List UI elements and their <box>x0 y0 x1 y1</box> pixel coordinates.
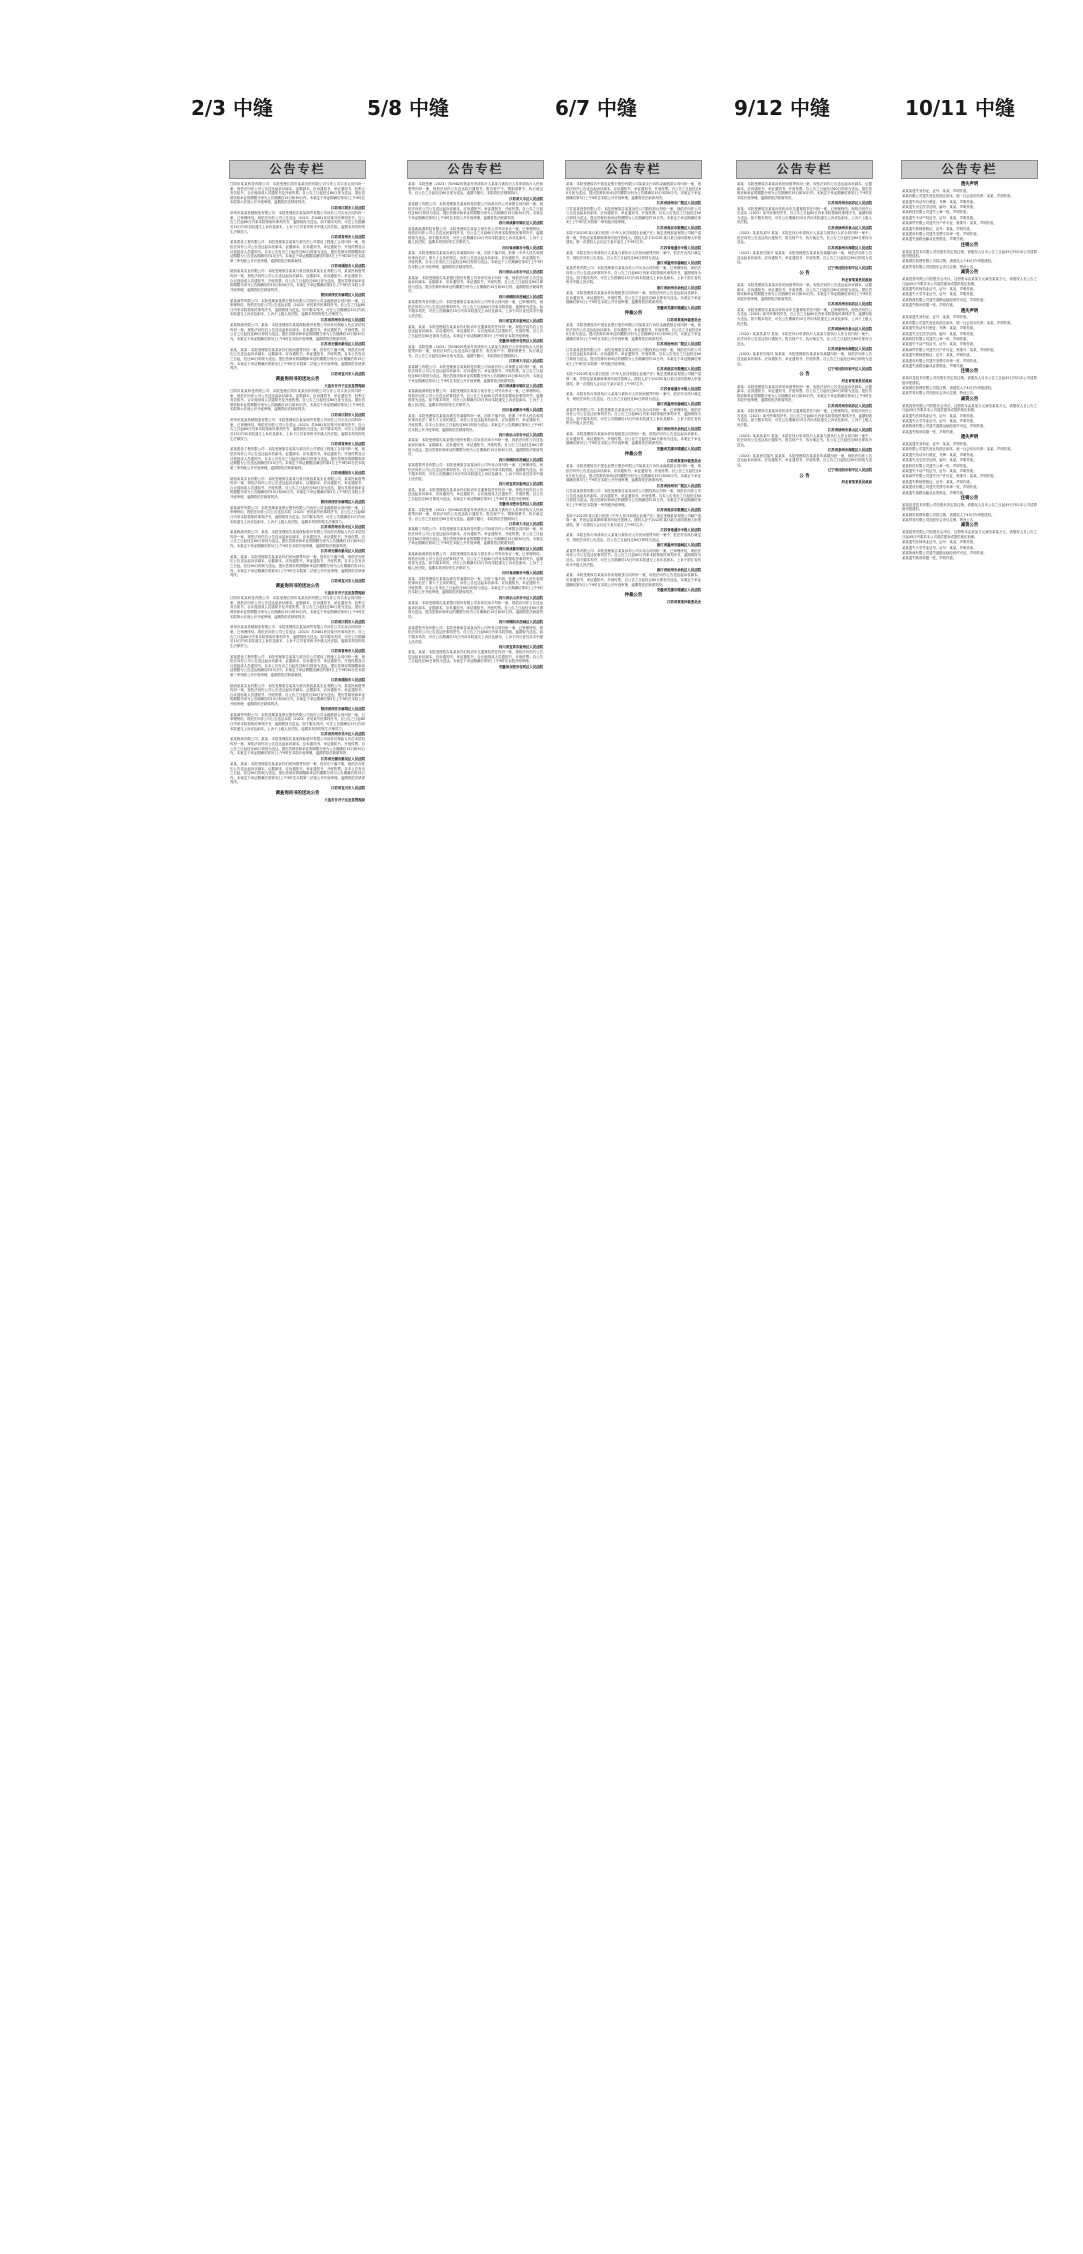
notice-paragraph: 江苏省无锡市新吴区人民法院 <box>320 756 365 761</box>
notice-paragraph: 某某遗失不动产权证书，证号：某某，声明作废。 <box>902 342 977 347</box>
notice-paragraph: 某某建设有限公司遗失发票专用章一枚，声明作废。 <box>902 358 980 363</box>
notice-paragraph: 注销公告 <box>960 495 979 501</box>
notice-paragraph: 某某、某某：本院受理原告某某诉你们机动车交通事故责任纠纷一案，现依法向你们公告送达起诉状副本、应诉通知书、举证通知书、合议庭组成人员通知书、开庭传票。自公告之日起经过60日即视为送达。本案定于举证期满后第3日上午9时在本院开庭审理。 <box>408 650 543 664</box>
notice-paragraph: 某某信息技术有限公司经股东决定拟注销，请债权人自本公告之日起45日内向本公司清算组申报债权。 <box>902 249 1037 259</box>
notice-paragraph: 某某：本院受理原告某某诉你机动车交通事故责任纠纷一案，已审理终结。现依法向你公告送达（2023）某号民事判决书。自公告之日起60日内来本院领取民事判决书，逾期则视为送达。如不服本判决，可在公告期满后15日内向本院递交上诉状及副本，上诉于上级人民法院。 <box>737 206 873 225</box>
notice-paragraph: 某某：本院在执行申请执行人某某与被执行人你民间借贷纠纷一案中，依法作出执行裁定书，现依法向你公告送达。自公告之日起经过60日即视为送达。 <box>566 533 701 543</box>
notice-paragraph: 某某信息技术有限公司经股东决定拟注销，请债权人自本公告之日起45日内向本公司清算组申报债权。 <box>902 502 1037 512</box>
notice-paragraph: 某某某遗失身份证，证号：某某，声明作废。 <box>902 188 970 193</box>
notice-paragraph: 常州市某某机械制造有限公司：本院受理原告某某商贸有限公司诉你公司买卖合同纠纷一案，已审理终结。现依法向你公司公告送达（2023）苏0481民初某号民事判决书，自公告之日起60日内来本院领取民事判决书，逾期则视为送达。如不服本判决，可在公告期满后15日内向本院递交上诉状及副本，上诉于江苏省常州市中级人民法院。逾期本判决即发生法律效力。 <box>230 418 365 441</box>
notice-strip-1 <box>229 160 366 2230</box>
column-title: 5/8 中缝 <box>366 96 450 120</box>
notice-paragraph: 某某遗失机动车行驶证，号牌：某某，声明作废。 <box>902 199 977 204</box>
notice-paragraph: 某某遗失机动车行驶证，号牌：某某，声明作废。 <box>902 452 977 457</box>
notice-paragraph: 江苏省扬州市广陵区人民法院 <box>656 201 701 206</box>
notice-paragraph: 某某遗失大学毕业证书，证号：某某，声明作废。 <box>902 545 977 550</box>
strip-header: 公告专栏 <box>565 160 702 179</box>
notice-paragraph: 某某遗失医师执业证书，证号：某某，声明作废。 <box>902 540 977 545</box>
notice-paragraph: 某某遗失购房收据一张，声明作废。 <box>902 556 957 561</box>
notice-paragraph: 某某餐饮管理有限公司拟注销，请债权人于45日内申报债权。 <box>902 259 995 264</box>
notice-paragraph: 某某贸易有限公司：本院受理原告某某诉你公司买卖合同纠纷一案，已审理终结，现依法向你公司公告送达民事判决书。自公告之日起60日内来本院领取民事判决书，逾期则视为送达。如不服本判决，可在公告期满后15日内向本院递交上诉状及副本，上诉于浙江省杭州市中级人民法院。 <box>566 407 701 426</box>
notice-paragraph: 某某有限公司遗失营业执照正副本，统一社会信用代码：某某，声明作废。 <box>902 320 1014 325</box>
notice-paragraph: 浙江省杭州市余杭区人民法院 <box>656 285 701 290</box>
notice-paragraph: 安徽省芜湖市镜湖区人民法院 <box>656 587 701 592</box>
notice-paragraph: 某某：本院受理原告中国农业银行股份有限公司某某支行诉你金融借款合同纠纷一案，现依法向你公告送达起诉状副本、应诉通知书、举证通知书、开庭传票。自公告之日起经过60日视为送达。提出答辩状和举证的期限分别为公告期满后15日和30日内。本案定于举证期满后第3日上午9时在本院公开开庭审理，逾期将依法缺席判决。 <box>566 464 701 483</box>
notice-paragraph: 某某贸易有限公司经股东会决议注销，特此公告。 <box>902 264 977 269</box>
notice-paragraph: 江苏省泰州市海陵区人民法院 <box>827 448 872 453</box>
notice-paragraph: 江苏省苏州市姑苏区人民法院 <box>827 302 872 307</box>
notice-paragraph: 某某遗失购房收据一张，声明作废。 <box>902 429 957 434</box>
notice-paragraph: （2023）某某民初某号 某某某：本院受理原告某某诉你离婚纠纷一案，现依法向你公告送达起诉状副本、应诉通知书、举证通知书、开庭传票。自公告之日起经过60日即视为送达。 <box>737 453 872 467</box>
notice-paragraph: 某某科技有限公司遗失公章一枚，声明作废。 <box>902 210 970 215</box>
notice-paragraph: 辽宁省沈阳市和平区人民法院 <box>827 468 872 473</box>
notice-paragraph: 某某建设有限公司遗失发票专用章一枚，声明作废。 <box>902 231 980 236</box>
notice-paragraph: 某某、某某：本院受理原告某某诉你们民间借贷纠纷一案，因你们下落不明，现依法向你们公告送达起诉状副本、证据副本、应诉通知书、举证通知书、开庭传票。自本公告发出之日起，经过60日即视为送达。提出答辩状的期限和举证的期限分别为公告期满后的15日内。本案定于举证期满后的第3日上午9时在本院第二法庭公开开庭审理，逾期将依法缺席判决。 <box>230 347 365 371</box>
notice-paragraph: 四川省成都市中级人民法院 <box>502 408 543 413</box>
notice-paragraph: 浙江省杭州市余杭区人民法院 <box>656 426 701 431</box>
notice-paragraph: 某某物流有限公司遗失道路运输经营许可证，声明作废。 <box>902 297 987 302</box>
notice-paragraph: 某某某遗失身份证，证号：某某，声明作废。 <box>902 315 970 320</box>
notice-paragraph: 某某商贸有限公司遗失开户许可证，核准号：某某，声明作废。 <box>902 221 997 226</box>
notice-paragraph: 某某商贸有限公司遗失开户许可证，核准号：某某，声明作废。 <box>902 474 997 479</box>
notice-paragraph: 安徽省芜湖市镜湖区人民法院 <box>656 305 701 310</box>
notice-paragraph: 某某某：本院受理原告某某银行股份有限公司诉你信用卡纠纷一案，现依法向你公告送达起诉状副本、证据副本、应诉通知书、举证通知书、开庭传票。自公告之日起经过60日即视为送达。提出答辩状和举证的期限分别为公告期满后15日和30日内。逾期将依法缺席判决。 <box>408 275 543 294</box>
notice-paragraph: 江苏省宜兴市人民法院 <box>331 785 365 790</box>
notice-paragraph: 某某科技有限公司遗失公章一枚，声明作废。 <box>902 336 970 341</box>
notice-paragraph: 大连市甘井子区应急管理局 <box>324 797 365 802</box>
notice-paragraph: 江苏省大丰区人民法院 <box>509 196 543 201</box>
notice-paragraph: 江苏省溧阳市人民法院 <box>331 471 365 476</box>
notice-paragraph: 陕西某某实业有限公司：本院受理原告某某与被告陕西某某实业有限公司、某某民间借贷纠纷一案，现依法向你公司公告送达起诉状副本、证据副本、应诉通知书、举证通知书、合议庭组成人员通知书、开庭传票。自公告之日起经过60日视为送达，提出答辩状和举证的期限分别为公告期满后的15日和30日内。本案定于举证期满后第3日上午9时在本院公开开庭审理，逾期将依法缺席判决。 <box>230 269 366 292</box>
notice-paragraph: 四川省成都市锦江区人民法院 <box>498 546 543 551</box>
notice-paragraph: 四川省成都市锦江区人民法院 <box>498 383 543 388</box>
notice-paragraph: 某某：本院受理（2023）苏0982执恢某号申请执行人某某与被执行人你申请执行人民间借贷纠纷一案，现依法向你公告送达执行通知书、报告财产令、限制消费令、执行裁定书。自公告之日起经过60日视为送达。逾期不履行，本院将依法强制执行。 <box>408 344 543 358</box>
notice-paragraph: 江苏省某某仲裁委员会 <box>667 458 701 463</box>
notice-paragraph: 某某贸易有限公司经股东会决议注销，特此公告。 <box>902 518 977 523</box>
notice-paragraph: 某某遗失教师资格证，证号：某某，声明作废。 <box>902 479 974 484</box>
notice-paragraph: 某某商贸有限公司：本院受理某某银行股份有限公司诉你公司金融借款合同纠纷一案，已审理终结，现依法向你公司公告送达本院（2023）民初某号民事判决书。自公告之日起60日内来本院领取民事判决书，逾期则视为送达。如不服本判决，可在公告期满后15日内向本院递交上诉状及副本，上诉于上级人民法院，逾期本判决即发生法律效力。 <box>230 712 366 731</box>
notice-paragraph: 某某遗失购房收据一张，声明作废。 <box>902 303 957 308</box>
notice-strip-3 <box>565 160 702 2230</box>
notice-paragraph: 江苏省溧阳市人民法院 <box>331 264 365 269</box>
notice-paragraph: 某某某遗失身份证，证号：某某，声明作废。 <box>902 442 970 447</box>
notice-paragraph: 江苏某某投资有限公司：本院受理原告某某诉你公司股权转让纠纷一案，现依法向你公司公告送达起诉状副本、应诉通知书、举证通知书、开庭传票。自本公告发出之日起经过60日即视为送达。提出答辩状和举证的期限为公告期满后的15日内。本案定于举证期满后第3日上午9时在本院第一审判庭开庭审理。 <box>566 347 701 366</box>
notice-paragraph: 某某、某某：本院受理原告某某诉你们民间借贷纠纷一案，因你们下落不明，现依法向你们公告送达起诉状副本、证据副本、应诉通知书、举证通知书、开庭传票。自本公告发出之日起，经过60日即视为送达。提出答辩状的期限和举证的期限分别为公告期满后的15日内。本案定于举证期满后的第3日上午9时在本院第二法庭公开开庭审理，逾期将依法缺席判决。 <box>230 554 365 578</box>
notice-paragraph: 某某投资有限公司经股东会决议，注册资本由某某万元减至某某万元，请债权人自公告之日起45日内要求本公司清偿债务或提供相应担保。 <box>902 277 1037 286</box>
notice-paragraph: 某某、某某：本院受理原告某某诉你们机动车交通事故责任纠纷一案，现依法向你们公告送达起诉状副本、应诉通知书、举证通知书、合议庭组成人员通知书、开庭传票。自公告之日起经过60日即视为送达。本案定于举证期满后第3日上午9时在本院开庭审理。 <box>408 324 543 338</box>
notice-paragraph: 某某遗失大学毕业证书，证号：某某，声明作废。 <box>902 292 977 297</box>
notice-paragraph: 某某遗失出生医学证明，编号：某某，声明作废。 <box>902 458 977 463</box>
notice-paragraph: 江苏省扬州市广陵区人民法院 <box>656 342 701 347</box>
notice-paragraph: 某某新能源科技有限公司：本院受理原告某某与被告你公司劳动争议一案，已审理终结。现依法向你公司公告送达民事判决书。自公告之日起60日内来本院领取民事判决书，逾期则视为送达。如不服本判决，可在公告期满后15日内向本院递交上诉状及副本，上诉于上级人民法院。逾期本判决即发生法律效力。 <box>408 226 543 245</box>
notice-paragraph: 安徽省合肥市包河区人民法院 <box>498 502 543 507</box>
notice-paragraph: 某某某：本院受理原告某某银行股份有限公司诉你信用卡纠纷一案，现依法向你公告送达起诉状副本、证据副本、应诉通知书、举证通知书、开庭传票。自公告之日起经过60日即视为送达。提出答辩状和举证的期限分别为公告期满后15日和30日内。逾期将依法缺席判决。 <box>408 438 543 457</box>
notice-paragraph: 某某新能源科技有限公司：本院受理原告某某与被告你公司劳动争议一案，已审理终结。现依法向你公司公告送达民事判决书。自公告之日起60日内来本院领取民事判决书，逾期则视为送达。如不服本判决，可在公告期满后15日内向本院递交上诉状及副本，上诉于上级人民法院。逾期本判决即发生法律效力。 <box>408 389 543 408</box>
notice-paragraph: 江苏某某投资有限公司：本院受理原告某某诉你公司股权转让纠纷一案，现依法向你公司公告送达起诉状副本、应诉通知书、举证通知书、开庭传票。自本公告发出之日起经过60日即视为送达。提出答辩状和举证的期限为公告期满后的15日内。本案定于举证期满后第3日上午9时在本院第一审判庭开庭审理。 <box>566 488 701 507</box>
notice-paragraph: 某某遗失机动车行驶证，号牌：某某，声明作废。 <box>902 326 977 331</box>
notice-paragraph: 某某遗失道路运输从业资格证，声明作废。 <box>902 237 967 242</box>
notice-paragraph: 注销公告 <box>960 242 979 248</box>
notice-paragraph: 本院于2023年某月某日依照《中华人民共和国企业破产法》裁定受理某某有限公司破产清算一案，并指定某某律师事务所担任管理人。债权人应于2023年某月某日前向管理人申报债权。第一次债权人会议定于某月某日上午9时召开。 <box>566 231 701 245</box>
notice-paragraph: 四川省绵阳市涪城区人民法院 <box>498 620 543 625</box>
notice-paragraph: 四川省乐山市市中区人民法院 <box>498 270 543 275</box>
notice-paragraph: 江苏省大丰区人民法院 <box>509 522 543 527</box>
notice-paragraph: 某某：本院在执行申请执行人某某与被执行人你民间借贷纠纷一案中，依法作出执行裁定书，现依法向你公告送达。自公告之日起经过60日即视为送达。 <box>566 392 701 401</box>
notice-paragraph: 注销公告 <box>960 369 979 375</box>
notice-paragraph: 江苏省溧阳市人民法院 <box>331 678 365 683</box>
notice-paragraph: 某某：本院受理（2023）苏0982执恢某号申请执行人某某与被执行人你申请执行人民间借贷纠纷一案，现依法向你公告送达执行通知书、报告财产令、限制消费令、执行裁定书。自公告之日起经过60日视为送达。逾期不履行，本院将依法强制执行。 <box>408 507 543 521</box>
notice-paragraph: 某某遗失道路运输从业资格证，声明作废。 <box>902 490 967 495</box>
notice-paragraph: 大连市甘井子区应急管理局 <box>324 590 365 595</box>
notice-paragraph: 某某：本院受理原告某某诉你房屋租赁合同纠纷一案，现依法向你公告送达起诉状副本、应诉通知书、举证通知书、开庭传票。自公告之日起经过60日即视为送达。本案定于举证期满后第3日上午9时在本院公开开庭审理，逾期将依法缺席判决。 <box>566 432 701 446</box>
notice-paragraph: 大连市甘井子区应急管理局 <box>324 383 365 388</box>
notice-paragraph: 陕西某某实业有限公司：本院受理原告某某与被告陕西某某实业有限公司、某某民间借贷纠纷一案，现依法向你公司公告送达起诉状副本、证据副本、应诉通知书、举证通知书、合议庭组成人员通知书、开庭传票。自公告之日起经过60日视为送达，提出答辩状和举证的期限分别为公告期满后的15日和30日内。本案定于举证期满后第3日上午9时在本院公开开庭审理，逾期将依法缺席判决。 <box>230 476 366 499</box>
notice-paragraph: 遗失声明 <box>960 308 979 314</box>
notice-paragraph: 某某遗失大学毕业证书，证号：某某，声明作废。 <box>902 419 977 424</box>
notice-paragraph: 陕西省西安市雁塔区人民法院 <box>320 707 365 712</box>
notice-paragraph: （2023）某某执某号 某某：本院在执行申请执行人某某与被执行人你合同纠纷一案中，依法向你公告送达执行通知书、报告财产令、执行裁定书。自公告之日起经过60日即视为送达。 <box>737 231 872 245</box>
notice-paragraph: 某某建设工程有限公司：本院受理原告某某与被告你公司建设工程施工合同纠纷一案，现依法向你公司公告送达起诉状副本、证据副本、应诉通知书、举证通知书、开庭传票及合议庭组成人员通知书。自本公告发出之日起经过60日即视为送达。提出答辩状的期限和举证期限为公告送达期满后的15日内。本案定于举证期限届满后的第3日上午9时30分在本院第三审判庭公开开庭审理，逾期将依法缺席裁判。 <box>230 240 366 263</box>
notice-paragraph: 本院于2023年某月某日依照《中华人民共和国企业破产法》裁定受理某某有限公司破产清算一案，并指定某某律师事务所担任管理人。债权人应于2023年某月某日前向管理人申报债权。第一次债权人会议定于某月某日上午9时召开。 <box>566 513 701 527</box>
notice-paragraph: 四川省乐山市市中区人民法院 <box>498 433 543 438</box>
notice-paragraph: 江苏省无锡市新吴区人民法院 <box>320 549 365 554</box>
notice-paragraph: 调查询问书的送达公告 <box>275 376 320 382</box>
notice-paragraph: 江苏省宜兴市人民法院 <box>331 371 365 376</box>
notice-paragraph: 某某遗失不动产权证书，证号：某某，声明作废。 <box>902 468 977 473</box>
notice-paragraph: 某某投资有限公司经股东会决议，注册资本由某某万元减至某某万元，请债权人自公告之日起45日内要求本公司清偿债务或提供相应担保。 <box>902 403 1037 413</box>
notice-paragraph: 常州市某某机械制造有限公司：本院受理原告某某商贸有限公司诉你公司买卖合同纠纷一案，已审理终结。现依法向你公司公告送达（2023）苏0481民初某号民事判决书，自公告之日起60日内来本院领取民事判决书，逾期则视为送达。如不服本判决，可在公告期满后15日内向本院递交上诉状及副本，上诉于江苏省常州市中级人民法院。逾期本判决即发生法律效力。 <box>230 211 365 234</box>
notice-paragraph: 某某遗失出生医学证明，编号：某某，声明作废。 <box>902 204 977 209</box>
notice-paragraph: 某某餐饮管理有限公司拟注销，请债权人于45日内申报债权。 <box>902 512 995 517</box>
notice-paragraph: 某某建筑劳务有限公司：本院受理原告某某诉你公司劳务合同纠纷一案，已审理终结，现依法向你公司公告送达民事判决书。自公告之日起60日内来本院领取，逾期视为送达。如不服本判决，可在公告期满后15日内向本院递交上诉状及副本，上诉于四川省宜宾市中级人民法院。 <box>408 300 543 318</box>
notice-paragraph: 浙江省温州市鹿城区人民法院 <box>656 543 701 548</box>
notice-paragraph: 江苏省常州市人民法院 <box>331 234 365 239</box>
notice-paragraph: 公 告 <box>799 473 810 479</box>
notice-paragraph: 某某：本院受理原告某某诉你民间借贷纠纷一案，现依法向你公告送达起诉状副本、证据副本、应诉通知书、举证通知书、开庭传票。自公告之日起经过60日即视为送达。提出答辩状和举证的期限分别为公告期满后15日和30日内。本案定于举证期满后第3日上午9时在本院开庭审理，逾期将依法缺席判决。 <box>737 182 873 200</box>
notice-paragraph: 江苏省南通市中级人民法院 <box>660 386 701 391</box>
notice-paragraph: 某某、某某：本院受理原告某某诉你们民间借贷纠纷一案，因你们下落不明，现依法向你们公告送达起诉状副本、证据副本、应诉通知书、举证通知书、开庭传票。自本公告发出之日起，经过60日即视为送达。提出答辩状的期限和举证的期限分别为公告期满后的15日内。本案定于举证期满后的第3日上午9时在本院第二法庭公开开庭审理，逾期将依法缺席判决。 <box>230 761 365 785</box>
notice-paragraph: 陕西省西安市雁塔区人民法院 <box>320 500 365 505</box>
notice-paragraph: 江苏省苏州市吴中区人民法院 <box>320 731 365 736</box>
notice-paragraph: 某某商贸有限公司遗失开户许可证，核准号：某某，声明作废。 <box>902 347 997 352</box>
notice-paragraph: 江苏省泰州市海陵区人民法院 <box>827 245 872 250</box>
notice-paragraph: 江苏省扬州市广陵区人民法院 <box>656 483 701 488</box>
notice-paragraph: （2023）某某执某号 某某：本院在执行申请执行人某某与被执行人你合同纠纷一案中，依法向你公告送达执行通知书、报告财产令、执行裁定书。自公告之日起经过60日即视为送达。 <box>737 433 872 447</box>
notice-paragraph: 某某遗失医师执业证书，证号：某某，声明作废。 <box>902 413 977 418</box>
notice-paragraph: 江苏省南京市鼓楼区人民法院 <box>656 366 701 371</box>
notice-paragraph: 江苏省某某仲裁委员会 <box>667 600 701 605</box>
notice-paragraph: 某某：本院在执行申请执行人某某与被执行人你民间借贷纠纷一案中，依法作出执行裁定书，现依法向你公告送达。自公告之日起经过60日即视为送达。 <box>566 251 701 260</box>
notice-paragraph: 某某新能源科技有限公司：本院受理原告某某与被告你公司劳动争议一案，已审理终结。现依法向你公司公告送达民事判决书。自公告之日起60日内来本院领取民事判决书，逾期则视为送达。如不服本判决，可在公告期满后15日内向本院递交上诉状及副本，上诉于上级人民法院。逾期本判决即发生法律效力。 <box>408 552 543 570</box>
notice-paragraph: 江阴市某某科技有限公司：本院受理江阴市某某纺织有限公司与你公司买卖合同纠纷一案，现依法向你公司公告送达起诉状副本、证据副本、应诉通知书、举证通知书、权利义务告知书、合议庭组成人员通知书及开庭传票。自公告之日起经过60日视为送达。提出答辩状和举证的期限分别为公告期满后15日和30日内。本案定于举证期满后第3日上午9时在本院第六法庭公开开庭审理，逾期将依法缺席判决。 <box>230 182 366 205</box>
notice-paragraph: （2023）某某民初某号 某某某：本院受理原告某某诉你离婚纠纷一案，现依法向你公告送达起诉状副本、应诉通知书、举证通知书、开庭传票。自公告之日起经过60日即视为送达。 <box>737 352 872 366</box>
column-title: 6/7 中缝 <box>554 96 638 120</box>
notice-paragraph: 四川省成都市中级人民法院 <box>502 571 543 576</box>
notice-paragraph: 某某：本院受理原告某某诉被告你离婚纠纷一案，因你下落不明，依照《中华人民共和国民事诉讼法》第九十五条的规定，向你公告送达起诉状副本、应诉通知书、举证通知书、开庭传票。自本公告发出之日起经过60日即视为送达。本案定于公告期满后第3日上午9时在本院公开开庭审理，逾期将依法缺席判决。 <box>408 576 543 595</box>
notice-strip-4 <box>736 160 873 2230</box>
notice-paragraph: 调查询问书的送达公告 <box>275 584 320 589</box>
notice-paragraph: 江苏省江阴市人民法院 <box>331 412 365 417</box>
notice-paragraph: 某某遗失教师资格证，证号：某某，声明作废。 <box>902 353 974 358</box>
notice-paragraph: 某某建设工程有限公司：本院受理原告某某与被告你公司建设工程施工合同纠纷一案，现依法向你公司公告送达起诉状副本、证据副本、应诉通知书、举证通知书、开庭传票及合议庭组成人员通知书。自本公告发出之日起经过60日即视为送达。提出答辩状的期限和举证期限为公告送达期满后的15日内。本案定于举证期限届满后的第3日上午9时30分在本院第三审判庭公开开庭审理，逾期将依法缺席裁判。 <box>230 654 366 677</box>
notice-paragraph: 江苏省徐州市泉山区人民法院 <box>827 428 872 433</box>
notice-paragraph: 江苏省苏州市吴中区人民法院 <box>320 317 365 322</box>
column-title: 2/3 中缝 <box>190 96 274 120</box>
column-title: 9/12 中缝 <box>733 96 830 120</box>
strip-body <box>736 179 873 485</box>
notice-paragraph: 某某精工有限公司：本院受理原告某某科技有限公司诉被告你公司承揽合同纠纷一案，现依法向你公司公告送达起诉状副本、应诉通知书、举证通知书、开庭传票。自公告之日起经过60日即视为送达。提出答辩状和举证的期限分别为公告期满后15日和30日内。本案定于举证期满后第3日上午9时在本院公开开庭审理，逾期将依法缺席判决。 <box>408 201 544 220</box>
strip-header: 公告专栏 <box>407 160 544 179</box>
notice-paragraph: 常州市某某机械制造有限公司：本院受理原告某某商贸有限公司诉你公司买卖合同纠纷一案，已审理终结。现依法向你公司公告送达（2023）苏0481民初某号民事判决书，自公告之日起60日内来本院领取民事判决书，逾期则视为送达。如不服本判决，可在公告期满后15日内向本院递交上诉状及副本，上诉于江苏省常州市中级人民法院。逾期本判决即发生法律效力。 <box>230 625 365 648</box>
notice-paragraph: 某某：本院受理原告某某诉你房屋租赁合同纠纷一案，现依法向你公告送达起诉状副本、应诉通知书、举证通知书、开庭传票。自公告之日起经过60日即视为送达。本案定于举证期满后第3日上午9时在本院公开开庭审理，逾期将依法缺席判决。 <box>566 291 701 305</box>
notice-paragraph: 减资公告 <box>960 270 979 276</box>
notice-paragraph: 某某商贸有限公司：本院受理某某银行股份有限公司诉你公司金融借款合同纠纷一案，已审理终结，现依法向你公司公告送达本院（2023）民初某号民事判决书。自公告之日起60日内来本院领取民事判决书，逾期则视为送达。如不服本判决，可在公告期满后15日内向本院递交上诉状及副本，上诉于上级人民法院，逾期本判决即发生法律效力。 <box>230 298 366 317</box>
notice-paragraph: 四川省绵阳市涪城区人民法院 <box>498 457 543 462</box>
notice-paragraph: 江苏省南京市鼓楼区人民法院 <box>656 508 701 513</box>
notice-paragraph: 某某建设有限公司遗失发票专用章一枚，声明作废。 <box>902 485 980 490</box>
notice-paragraph: 江苏省苏州市吴中区人民法院 <box>320 524 365 529</box>
notice-paragraph: 浙江省温州市鹿城区人民法院 <box>656 261 701 266</box>
notice-paragraph: 安徽省合肥市包河区人民法院 <box>498 339 543 344</box>
notice-paragraph: 某某有限公司遗失营业执照正副本，统一社会信用代码：某某，声明作废。 <box>902 447 1014 452</box>
notice-paragraph: 某某物流有限公司、某某：本院受理原告某某保险股份有限公司诉你们保险人代位求偿权纠纷一案，现依法向你们公告送达起诉状副本、应诉通知书、举证通知书、开庭传票。自公告之日起经过60日即视为送达。提出答辩状和举证的期限分别为公告期满后15日和30日内。本案定于举证期满后第3日上午9时在本院开庭审理，逾期将依法缺席判决。 <box>230 323 366 341</box>
notice-paragraph: 江苏省江阴市人民法院 <box>331 619 365 624</box>
notice-paragraph: 某某遗失道路运输从业资格证，声明作废。 <box>902 363 967 368</box>
notice-paragraph: 江苏省宜兴市人民法院 <box>331 578 365 583</box>
notice-paragraph: 某某遗失出生医学证明，编号：某某，声明作废。 <box>902 331 977 336</box>
notice-paragraph: 某某：本院受理原告中国农业银行股份有限公司某某支行诉你金融借款合同纠纷一案，现依法向你公告送达起诉状副本、应诉通知书、举证通知书、开庭传票。自公告之日起经过60日视为送达。提出答辩状和举证的期限分别为公告期满后15日和30日内。本案定于举证期满后第3日上午9时在本院公开开庭审理，逾期将依法缺席判决。 <box>566 182 701 200</box>
notice-paragraph: 减资公告 <box>960 396 979 402</box>
notice-paragraph: 陕西某某实业有限公司：本院受理原告某某与被告陕西某某实业有限公司、某某民间借贷纠纷一案，现依法向你公司公告送达起诉状副本、证据副本、应诉通知书、举证通知书、合议庭组成人员通知书、开庭传票。自公告之日起经过60日视为送达，提出答辩状和举证的期限分别为公告期满后的15日和30日内。本案定于举证期满后第3日上午9时在本院公开开庭审理，逾期将依法缺席判决。 <box>230 683 366 707</box>
notice-paragraph: 江苏省南京市鼓楼区人民法院 <box>656 225 701 230</box>
notice-paragraph: 四川省绵阳市涪城区人民法院 <box>498 294 543 299</box>
notice-paragraph: 某某精工有限公司：本院受理原告某某科技有限公司诉被告你公司承揽合同纠纷一案，现依法向你公司公告送达起诉状副本、应诉通知书、举证通知书、开庭传票。自公告之日起经过60日即视为送达。提出答辩状和举证的期限分别为公告期满后15日和30日内。本案定于举证期满后第3日上午9时在本院公开开庭审理，逾期将依法缺席判决。 <box>408 364 544 383</box>
notice-paragraph: 四川省成都市锦江区人民法院 <box>498 221 543 226</box>
notice-paragraph: 江苏省南通市中级人民法院 <box>660 528 701 533</box>
strip-header: 公告专栏 <box>229 160 366 179</box>
notice-paragraph: 某某物流有限公司、某某：本院受理原告某某保险股份有限公司诉你们保险人代位求偿权纠纷一案，现依法向你们公告送达起诉状副本、应诉通知书、举证通知书、开庭传票。自公告之日起经过60日即视为送达。提出答辩状和举证的期限分别为公告期满后15日和30日内。本案定于举证期满后第3日上午9时在本院开庭审理，逾期将依法缺席判决。 <box>230 530 366 549</box>
notice-paragraph: 江苏省苏州市姑苏区人民法院 <box>827 403 872 408</box>
notice-paragraph: 某某：本院受理原告中国农业银行股份有限公司某某支行诉你金融借款合同纠纷一案，现依法向你公告送达起诉状副本、应诉通知书、举证通知书、开庭传票。自公告之日起经过60日视为送达。提出答辩状和举证的期限分别为公告期满后15日和30日内。本案定于举证期满后第3日上午9时在本院公开开庭审理，逾期将依法缺席判决。 <box>566 323 701 341</box>
notice-paragraph: 安徽省合肥市包河区人民法院 <box>498 664 543 669</box>
notice-paragraph: 仲裁公告 <box>624 311 643 316</box>
notice-paragraph: 某某：本院受理（2023）苏0982执恢某号申请执行人某某与被执行人你申请执行人民间借贷纠纷一案，现依法向你公告送达执行通知书、报告财产令、限制消费令、执行裁定书。自公告之日起经过60日视为送达。逾期不履行，本院将依法强制执行。 <box>408 182 543 196</box>
notice-paragraph: 江苏省泰州市海陵区人民法院 <box>827 346 872 351</box>
notice-paragraph: 某某投资有限公司经股东会决议，注册资本由某某万元减至某某万元，请债权人自公告之日起45日内要求本公司清偿债务或提供相应担保。 <box>902 530 1037 539</box>
notice-strip-5 <box>901 160 1038 2230</box>
notice-paragraph: 某某：本院受理原告某某诉被告你离婚纠纷一案，因你下落不明，依照《中华人民共和国民事诉讼法》第九十五条的规定，向你公告送达起诉状副本、应诉通知书、举证通知书、开庭传票。自本公告发出之日起经过60日即视为送达。本案定于公告期满后第3日上午9时在本院公开开庭审理，逾期将依法缺席判决。 <box>408 251 543 269</box>
notice-paragraph: 江苏省徐州市泉山区人民法院 <box>827 225 872 230</box>
notice-paragraph: 江苏省南通市中级人民法院 <box>660 245 701 250</box>
notice-paragraph: 某某精工有限公司：本院受理原告某某科技有限公司诉被告你公司承揽合同纠纷一案，现依法向你公司公告送达起诉状副本、应诉通知书、举证通知书、开庭传票。自公告之日起经过60日即视为送达。提出答辩状和举证的期限分别为公告期满后15日和30日内。本案定于举证期满后第3日上午9时在本院公开开庭审理，逾期将依法缺席判决。 <box>408 527 544 546</box>
notice-strip-2 <box>407 160 544 2230</box>
notice-paragraph: 调查询问书的送达公告 <box>275 791 320 797</box>
notice-paragraph: 江苏省常州市人民法院 <box>331 649 365 654</box>
notice-paragraph: 遗失声明 <box>960 182 979 187</box>
notice-paragraph: 安徽省芜湖市镜湖区人民法院 <box>656 446 701 451</box>
notice-paragraph: 江苏省常州市人民法院 <box>331 442 365 447</box>
notice-paragraph: 四川省宜宾市叙州区人民法院 <box>498 319 543 324</box>
notice-paragraph: 江苏省徐州市泉山区人民法院 <box>827 326 872 331</box>
notice-paragraph: 某某科技有限公司遗失公章一枚，声明作废。 <box>902 463 970 468</box>
notice-paragraph: 某某建筑劳务有限公司：本院受理原告某某诉你公司劳务合同纠纷一案，已审理终结，现依法向你公司公告送达民事判决书。自公告之日起60日内来本院领取，逾期视为送达。如不服本判决，可在公告期满后15日内向本院递交上诉状及副本，上诉于四川省宜宾市中级人民法院。 <box>408 625 543 644</box>
strip-header: 公告专栏 <box>736 160 873 179</box>
notice-paragraph: 某某遗失医师执业证书，证号：某某，声明作废。 <box>902 287 977 292</box>
notice-paragraph: 河北省某某县民政局 <box>841 277 872 282</box>
strip-body <box>229 179 366 802</box>
notice-paragraph: 减资公告 <box>960 523 979 529</box>
notice-paragraph: 江苏省无锡市新吴区人民法院 <box>320 342 365 347</box>
notice-paragraph: 江苏省江阴市人民法院 <box>331 205 365 210</box>
notice-paragraph: 某某信息技术有限公司经股东决定拟注销，请债权人自本公告之日起45日内向本公司清算组申报债权。 <box>902 376 1037 385</box>
notice-paragraph: 某某：本院受理原告某某诉被告你离婚纠纷一案，因你下落不明，依照《中华人民共和国民事诉讼法》第九十五条的规定，向你公告送达起诉状副本、应诉通知书、举证通知书、开庭传票。自本公告发出之日起经过60日即视为送达。本案定于公告期满后第3日上午9时在本院公开开庭审理，逾期将依法缺席判决。 <box>408 413 543 432</box>
notice-paragraph: 某某：本院受理原告某某诉你机动车交通事故责任纠纷一案，已审理终结。现依法向你公告送达（2023）某号民事判决书。自公告之日起60日内来本院领取民事判决书，逾期则视为送达。如不服本判决，可在公告期满后15日内向本院递交上诉状及副本，上诉于上级人民法院。 <box>737 307 873 326</box>
notice-paragraph: 某某某：本院受理原告某某银行股份有限公司诉你信用卡纠纷一案，现依法向你公告送达起诉状副本、证据副本、应诉通知书、举证通知书、开庭传票。自公告之日起经过60日即视为送达。提出答辩状和举证的期限分别为公告期满后15日和30日内。逾期将依法缺席判决。 <box>408 601 543 619</box>
notice-paragraph: 某某餐饮管理有限公司拟注销，请债权人于45日内申报债权。 <box>902 386 995 391</box>
notice-paragraph: 某某：本院受理原告某某诉你房屋租赁合同纠纷一案，现依法向你公告送达起诉状副本、应诉通知书、举证通知书、开庭传票。自公告之日起经过60日即视为送达。本案定于举证期满后第3日上午9时在本院公开开庭审理，逾期将依法缺席判决。 <box>566 573 701 587</box>
notice-paragraph: 仲裁公告 <box>624 452 643 458</box>
notice-paragraph: 江苏省某某仲裁委员会 <box>667 317 701 322</box>
notice-paragraph: 浙江省温州市鹿城区人民法院 <box>656 402 701 407</box>
notice-paragraph: 某某遗失不动产权证书，证号：某某，声明作废。 <box>902 215 977 220</box>
notice-paragraph: 某某建设工程有限公司：本院受理原告某某与被告你公司建设工程施工合同纠纷一案，现依法向你公司公告送达起诉状副本、证据副本、应诉通知书、举证通知书、开庭传票及合议庭组成人员通知书。自本公告发出之日起经过60日即视为送达。提出答辩状的期限和举证期限为公告送达期满后的15日内。本案定于举证期限届满后的第3日上午9时30分在本院第三审判庭公开开庭审理，逾期将依法缺席裁判。 <box>230 447 366 470</box>
notice-paragraph: 仲裁公告 <box>624 593 643 599</box>
notice-paragraph: 河北省某某县民政局 <box>841 480 872 485</box>
notice-paragraph: 某某贸易有限公司：本院受理原告某某诉你公司买卖合同纠纷一案，已审理终结，现依法向你公司公告送达民事判决书。自公告之日起60日内来本院领取民事判决书，逾期则视为送达。如不服本判决，可在公告期满后15日内向本院递交上诉状及副本，上诉于浙江省杭州市中级人民法院。 <box>566 266 701 285</box>
notice-paragraph: 某某贸易有限公司：本院受理原告某某诉你公司买卖合同纠纷一案，已审理终结，现依法向你公司公告送达民事判决书。自公告之日起60日内来本院领取民事判决书，逾期则视为送达。如不服本判决，可在公告期满后15日内向本院递交上诉状及副本，上诉于浙江省杭州市中级人民法院。 <box>566 548 701 567</box>
notice-paragraph: 四川省宜宾市叙州区人民法院 <box>498 644 543 649</box>
notice-paragraph: 辽宁省沈阳市和平区人民法院 <box>827 265 872 270</box>
notice-paragraph: 某某贸易有限公司经股东会决议注销，特此公告。 <box>902 391 977 396</box>
notice-paragraph: 江苏某某投资有限公司：本院受理原告某某诉你公司股权转让纠纷一案，现依法向你公司公告送达起诉状副本、应诉通知书、举证通知书、开庭传票。自本公告发出之日起经过60日即视为送达。提出答辩状和举证的期限为公告期满后的15日内。本案定于举证期满后第3日上午9时在本院第一审判庭开庭审理。 <box>566 206 701 225</box>
notice-paragraph: 某某遗失教师资格证，证号：某某，声明作废。 <box>902 226 974 231</box>
notice-paragraph: 辽宁省沈阳市和平区人民法院 <box>827 366 872 371</box>
column-title: 10/11 中缝 <box>905 96 1015 120</box>
notice-paragraph: 某某建筑劳务有限公司：本院受理原告某某诉你公司劳务合同纠纷一案，已审理终结，现依法向你公司公告送达民事判决书。自公告之日起60日内来本院领取，逾期视为送达。如不服本判决，可在公告期满后15日内向本院递交上诉状及副本，上诉于四川省宜宾市中级人民法院。 <box>408 462 543 481</box>
notice-paragraph: 某某：本院受理原告某某诉你民间借贷纠纷一案，现依法向你公告送达起诉状副本、证据副本、应诉通知书、举证通知书、开庭传票。自公告之日起经过60日即视为送达。提出答辩状和举证的期限分别为公告期满后15日和30日内。本案定于举证期满后第3日上午9时在本院开庭审理，逾期将依法缺席判决。 <box>737 384 873 403</box>
notice-paragraph: （2023）某某民初某号 某某某：本院受理原告某某诉你离婚纠纷一案，现依法向你公告送达起诉状副本、应诉通知书、举证通知书、开庭传票。自公告之日起经过60日即视为送达。 <box>737 251 872 265</box>
notice-paragraph: 江阴市某某科技有限公司：本院受理江阴市某某纺织有限公司与你公司买卖合同纠纷一案，现依法向你公司公告送达起诉状副本、证据副本、应诉通知书、举证通知书、权利义务告知书、合议庭组成人员通知书及开庭传票。自公告之日起经过60日视为送达。提出答辩状和举证的期限分别为公告期满后15日和30日内。本案定于举证期满后第3日上午9时在本院第六法庭公开开庭审理，逾期将依法缺席判决。 <box>230 389 366 412</box>
notice-paragraph: 某某有限公司遗失营业执照正副本，统一社会信用代码：某某，声明作废。 <box>902 194 1014 199</box>
notice-paragraph: 某某：本院受理原告某某诉你机动车交通事故责任纠纷一案，已审理终结。现依法向你公告送达（2023）某号民事判决书。自公告之日起60日内来本院领取民事判决书，逾期则视为送达。如不服本判决，可在公告期满后15日内向本院递交上诉状及副本，上诉于上级人民法院。 <box>737 409 873 427</box>
strip-header: 公告专栏 <box>901 160 1038 179</box>
strip-body <box>901 179 1038 561</box>
notice-paragraph: 河北省某某县民政局 <box>841 379 872 384</box>
notice-paragraph: 四川省乐山市市中区人民法院 <box>498 595 543 600</box>
strip-body <box>565 179 702 605</box>
notice-paragraph: 某某：本院受理原告某某诉你民间借贷纠纷一案，现依法向你公告送达起诉状副本、证据副本、应诉通知书、举证通知书、开庭传票。自公告之日起经过60日即视为送达。提出答辩状和举证的期限分别为公告期满后15日和30日内。本案定于举证期满后第3日上午9时在本院开庭审理，逾期将依法缺席判决。 <box>737 283 873 302</box>
notice-paragraph: 某某物流有限公司遗失道路运输经营许可证，声明作废。 <box>902 424 987 429</box>
notice-paragraph: 公 告 <box>799 372 810 378</box>
notice-paragraph: 某某、某某：本院受理原告某某诉你们机动车交通事故责任纠纷一案，现依法向你们公告送达起诉状副本、应诉通知书、举证通知书、合议庭组成人员通知书、开庭传票。自公告之日起经过60日即视为送达。本案定于举证期满后第3日上午9时在本院开庭审理。 <box>408 487 543 501</box>
notice-paragraph: 四川省宜宾市叙州区人民法院 <box>498 482 543 487</box>
notice-paragraph: （2023）某某执某号 某某：本院在执行申请执行人某某与被执行人你合同纠纷一案中，依法向你公告送达执行通知书、报告财产令、执行裁定书。自公告之日起经过60日即视为送达。 <box>737 332 872 346</box>
notice-paragraph: 某某物流有限公司遗失道路运输经营许可证，声明作废。 <box>902 551 987 556</box>
notice-paragraph: 江苏省大丰区人民法院 <box>509 359 543 364</box>
notice-paragraph: 某某物流有限公司、某某：本院受理原告某某保险股份有限公司诉你们保险人代位求偿权纠纷一案，现依法向你们公告送达起诉状副本、应诉通知书、举证通知书、开庭传票。自公告之日起经过60日即视为送达。提出答辩状和举证的期限分别为公告期满后15日和30日内。本案定于举证期满后第3日上午9时在本院开庭审理，逾期将依法缺席判决。 <box>230 737 366 756</box>
notice-paragraph: 江阴市某某科技有限公司：本院受理江阴市某某纺织有限公司与你公司买卖合同纠纷一案，现依法向你公司公告送达起诉状副本、证据副本、应诉通知书、举证通知书、权利义务告知书、合议庭组成人员通知书及开庭传票。自公告之日起经过60日视为送达。提出答辩状和举证的期限分别为公告期满后15日和30日内。本案定于举证期满后第3日上午9时在本院第六法庭公开开庭审理，逾期将依法缺席判决。 <box>230 596 366 619</box>
notice-paragraph: 陕西省西安市雁塔区人民法院 <box>320 293 365 298</box>
notice-paragraph: 某某商贸有限公司：本院受理某某银行股份有限公司诉你公司金融借款合同纠纷一案，已审理终结，现依法向你公司公告送达本院（2023）民初某号民事判决书。自公告之日起60日内来本院领取民事判决书，逾期则视为送达。如不服本判决，可在公告期满后15日内向本院递交上诉状及副本，上诉于上级人民法院，逾期本判决即发生法律效力。 <box>230 505 366 524</box>
notice-paragraph: 遗失声明 <box>960 435 979 441</box>
strip-body <box>407 179 544 669</box>
notice-paragraph: 公 告 <box>799 271 810 277</box>
notice-paragraph: 本院于2023年某月某日依照《中华人民共和国企业破产法》裁定受理某某有限公司破产清算一案，并指定某某律师事务所担任管理人。债权人应于2023年某月某日前向管理人申报债权。第一次债权人会议定于某月某日上午9时召开。 <box>566 372 701 386</box>
notice-paragraph: 浙江省杭州市余杭区人民法院 <box>656 568 701 573</box>
notice-paragraph: 江苏省苏州市姑苏区人民法院 <box>827 201 872 206</box>
notice-paragraph: 四川省成都市中级人民法院 <box>502 245 543 250</box>
